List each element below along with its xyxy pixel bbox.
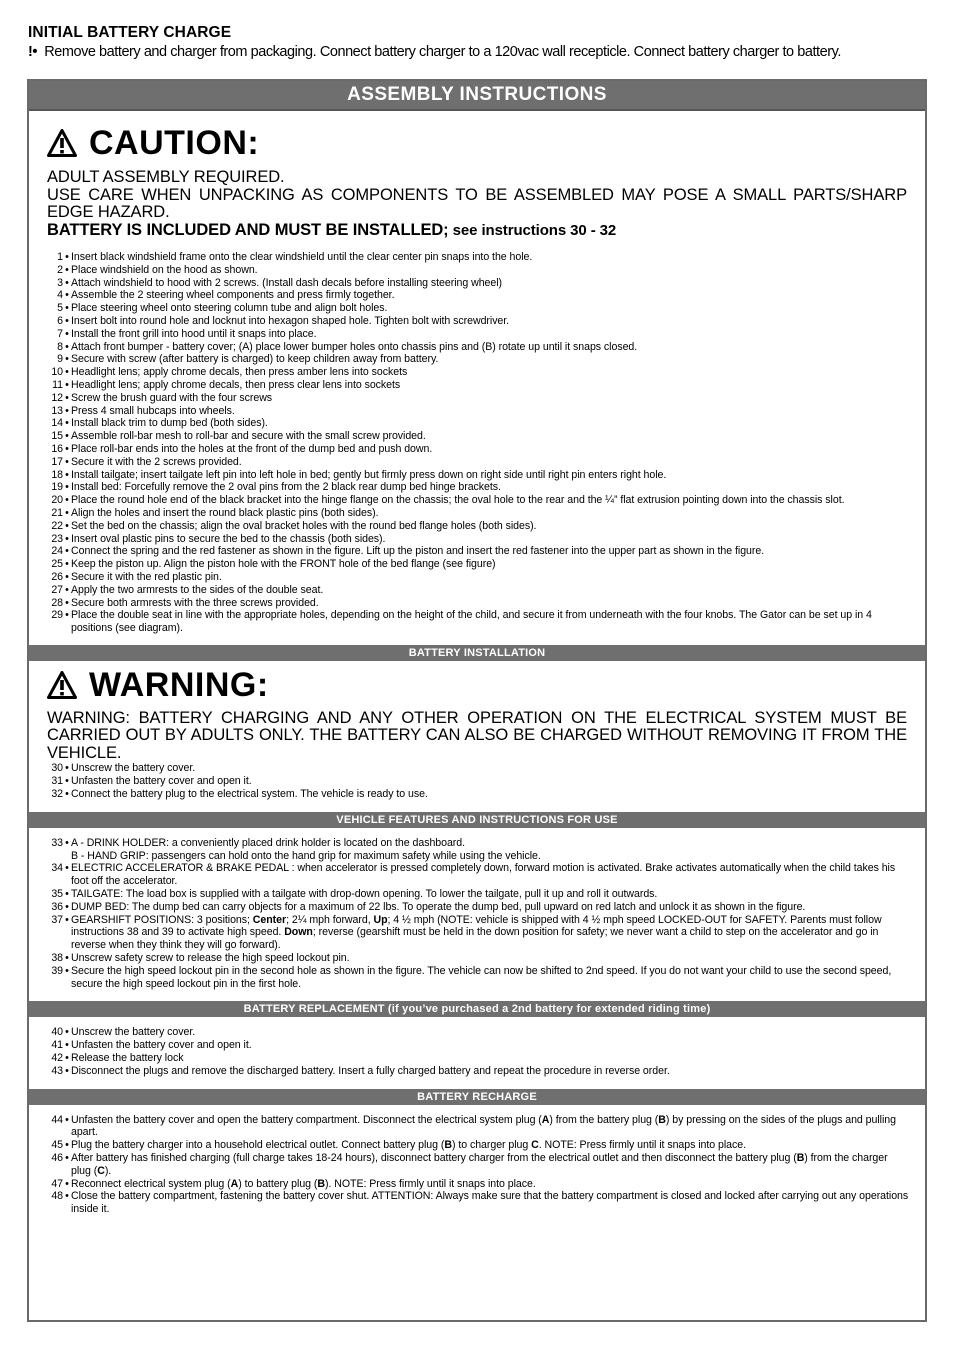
bullet-icon: • [65,494,69,507]
list-item [29,762,925,775]
list-item [29,366,925,379]
list-item [29,353,925,366]
battery-replacement-header [29,1001,925,1017]
step-text: Unscrew the battery cover. [71,762,196,775]
warning-triangle-icon [47,129,77,157]
step-number: 27 [51,583,63,596]
step-number: 21 [51,506,63,519]
step-text: Headlight lens; apply chrome decals, then press amber lens into sockets [71,366,408,379]
step-text: Apply the two armrests to the sides of the double seat. [71,583,324,596]
step-number: 30 [51,762,63,775]
adults-only-notice: WARNING: BATTERY CHARGING AND ANY OTHER OPERATION ON THE ELECTRICAL SYSTEM MUST BE CARRIED OUT BY ADULTS ONLY. THE BATTERY CAN ALSO BE CHARGED WITHOUT REMOVING IT FROM THE VEHICLE. [47,708,907,762]
list-item: 44 • Unfasten the battery cover and open the battery compartment. Disconnect the electrical system plug (A) from the battery plug (B) by pressing on the sides of the plugs and pulling apart. [51,1113,896,1139]
list-item [29,277,925,290]
caution-heading [47,125,907,161]
bullet-icon: • [65,276,69,289]
list-item [29,584,925,597]
step-text: Secure it with the 2 screws provided. [71,455,242,468]
step-number: 3 [57,276,63,289]
small-parts-notice: USE CARE WHEN UNPACKING AS COMPONENTS TO BE ASSEMBLED MAY POSE A SMALL PARTS/SHARP EDGE HAZARD. [47,185,907,221]
bullet-icon: • [65,609,69,622]
step-number: 12 [51,391,63,404]
step-number: 7 [57,327,63,340]
step-number: 17 [51,455,63,468]
list-item: 37 • GEARSHIFT POSITIONS: 3 positions; Center; 2¼ mph forward, Up; 4 ½ mph (NOTE: vehicle is shipped with 4 ½ mph speed LOCKED-OUT for SAFETY. Parents must follow instructions 38 and 39 to activate high speed. Down; reverse (gearshift must be held in the down position for safety; we never want a child to step on the accelerator and go in reverse when they think they will go forward). [29,914,925,952]
list-item [29,609,925,635]
list-item [29,533,925,546]
bullet-icon: • [65,788,69,800]
list-item [29,417,925,430]
lockout-pin-text: Secure the high speed lockout pin in the second hole as shown in the figure. The vehicle can now be shifted to 2nd speed. If you do not want your child to use the second speed, secure the high speed lockout pin in the first hole. [71,964,892,990]
bullet-icon: • [65,378,69,391]
bullet-icon: • [65,558,69,571]
bullet-icon: • [65,417,69,430]
list-item: 47 • Reconnect electrical system plug (A) to battery plug (B). NOTE: Press firmly until it snaps into place. [51,1177,536,1190]
list-item [29,264,925,277]
bullet-icon: • [65,506,69,519]
step-text: Attach windshield to hood with 2 screws. (Install dash decals before installing steering wheel) [71,276,503,289]
list-item: 48 • Close the battery compartment, fastening the battery cover shut. ATTENTION: Always make sure that the battery compartment is closed and locked after carrying out any operations inside it. [51,1190,909,1216]
step-number: 31 [51,775,63,788]
step-number: 43 [51,1064,63,1077]
initial-charge-body: Remove battery and charger from packaging. Connect battery charger to a 120vac wall recepticle. Connect battery charger to battery. [44,44,841,60]
list-item [29,315,925,328]
step-number: 8 [57,340,63,353]
step-text: Unfasten the battery cover and open it. [71,775,252,788]
step-text: Attach front bumper - battery cover; (A) place lower bumper holes onto chassis pins and (B) rotate up until it snaps closed. [71,340,638,353]
list-item [29,788,925,801]
list-item [29,469,925,482]
list-item: 35 • TAILGATE: The load box is supplied with a tailgate with drop-down opening. To lower the tailgate, pull it up and roll it outwards. [29,888,925,901]
list-item [29,392,925,405]
bullet-icon: • [65,762,69,775]
step-text: Release the battery lock [71,1051,184,1064]
dump-bed-text: DUMP BED: The dump bed can carry objects for a maximum of 22 lbs. To operate the dump bed, pull upward on red latch and unlock it as shown in the figure. [71,900,806,913]
step-number: 25 [51,558,63,571]
list-item [29,571,925,584]
step-number: 9 [57,353,63,366]
caution-block [29,111,925,239]
step-text: Set the bed on the chassis; align the oval bracket holes with the round bed flange holes (both sides). [71,519,537,532]
bullet-icon: • [65,545,69,558]
step-text: Assemble roll-bar mesh to roll-bar and secure with the small screw provided. [71,430,426,443]
step-text: Install bed: Forcefully remove the 2 oval pins from the 2 black rear dump bed hinge brackets. [71,481,501,494]
exclamation-bullet-icon: !• [28,44,38,60]
warning-word: WARNING: [89,665,269,704]
vehicle-features-steps [29,837,925,991]
bullet-icon: • [65,455,69,468]
step-number: 28 [51,596,63,609]
bullet-icon: • [65,1064,69,1077]
bullet-icon: • [65,327,69,340]
bullet-icon: • [65,302,69,315]
step-text: Unscrew the battery cover. [71,1026,196,1039]
bullet-icon: • [65,775,69,788]
step-text: Secure with screw (after battery is charged) to keep children away from battery. [71,353,439,366]
battery-recharge-header: BATTERY RECHARGE [29,1089,925,1105]
step-number: 40 [51,1026,63,1039]
bullet-icon: • [65,1026,69,1039]
initial-charge-text [28,43,928,61]
bullet-icon: • [65,353,69,366]
step-number: 19 [51,481,63,494]
list-item [29,1052,925,1065]
step-text: Keep the piston up. Align the piston hole with the FRONT hole of the bed flange (see figure) [71,558,496,571]
list-item: 38 • Unscrew safety screw to release the high speed lockout pin. [29,952,925,965]
step-number: 23 [51,532,63,545]
step-text: Assemble the 2 steering wheel components and press firmly together. [71,289,395,302]
list-item: 46 • After battery has finished charging (full charge takes 18-24 hours), disconnect battery charger from the electrical outlet and then disconnect the battery plug (B) from the charger plug (C). [51,1151,888,1177]
bullet-icon: • [65,481,69,494]
hand-grip-text: B - HAND GRIP: passengers can hold onto the hand grip for maximum safety while using the vehicle. [71,849,541,862]
battery-recharge-steps [29,1114,925,1216]
step-text: Connect the battery plug to the electrical system. The vehicle is ready to use. [71,788,428,800]
list-item [29,328,925,341]
list-item [29,545,925,558]
battery-included-text: BATTERY IS INCLUDED AND MUST BE INSTALLED; [47,220,449,239]
step-text: Connect the spring and the red fastener as shown in the figure. Lift up the piston and insert the red fastener into the upper part as shown in the figure. [71,545,765,558]
step-text: Screw the brush guard with the four screws [71,391,273,404]
step-number: 22 [51,519,63,532]
step-text: Place steering wheel onto steering column tube and align bolt holes. [71,302,388,315]
step-text: Secure both armrests with the three screws provided. [71,596,319,609]
step-number: 10 [51,366,63,379]
instructions-frame [27,79,927,1322]
step-text: Headlight lens; apply chrome decals, then press clear lens into sockets [71,378,401,391]
bullet-icon: • [65,532,69,545]
list-item: 39 • Secure the high speed lockout pin in the second hole as shown in the figure. The vehicle can now be shifted to 2nd speed. If you do not want your child to use the second speed, secure the high speed lockout pin in the first hole. [29,965,925,991]
safety-screw-text: Unscrew safety screw to release the high speed lockout pin. [71,951,350,964]
step-number: 24 [51,545,63,558]
list-item [29,1026,925,1039]
list-item [29,302,925,315]
warning-block [29,661,925,763]
step-text: Insert oval plastic pins to secure the bed to the chassis (both sides). [71,532,386,545]
battery-installation-header: BATTERY INSTALLATION [29,645,925,661]
list-item [29,494,925,507]
step-text: Align the holes and insert the round black plastic pins (both sides). [71,506,379,519]
step-text: Disconnect the plugs and remove the discharged battery. Insert a fully charged battery and repeat the procedure in reverse order. [71,1064,670,1077]
list-item [29,507,925,520]
list-item [29,341,925,354]
vehicle-features-header: VEHICLE FEATURES AND INSTRUCTIONS FOR USE [29,812,925,828]
list-item [29,289,925,302]
step-number: 18 [51,468,63,481]
step-number: 15 [51,430,63,443]
step-text: Place the round hole end of the black bracket into the hinge flange on the chassis; the oval hole to the rear and the ¼” flat extrusion pointing down into the chassis slot. [71,494,845,507]
list-item [29,558,925,571]
list-item [29,597,925,610]
list-item [29,481,925,494]
drink-holder-text: A - DRINK HOLDER: a conveniently placed drink holder is located on the dashboard. [71,836,466,849]
bullet-icon: • [65,519,69,532]
bullet-icon: • [65,263,69,276]
step-text: Place the double seat in line with the appropriate holes, depending on the height of the child, and secure it from underneath with the four knobs. The Gator can be set up in 4 positions (see diagram). [71,609,872,635]
step-number: 16 [51,442,63,455]
step-text: Secure it with the red plastic pin. [71,570,222,583]
step-number: 2 [57,263,63,276]
accelerator-text: ELECTRIC ACCELERATOR & BRAKE PEDAL : when accelerator is pressed completely down, forward motion is activated. Brake activates automatically when the child takes his foot off the accelerator. [71,862,896,888]
step-number: 11 [52,378,63,391]
gearshift-text: GEARSHIFT POSITIONS: 3 positions; Center; 2¼ mph forward, Up; 4 ½ mph (NOTE: vehicle is shipped with 4 ½ mph speed LOCKED-OUT for SAFETY. Parents must follow instructions 38 and 39 to activate high speed. Down; reverse (gearshift must be held in the down position for safety; we never want a child to step on the accelerator and go in reverse when they think they will go forward). [71,913,882,952]
list-item [29,443,925,456]
list-item: 36 • DUMP BED: The dump bed can carry objects for a maximum of 22 lbs. To operate the dump bed, pull upward on red latch and unlock it as shown in the figure. [29,901,925,914]
battery-replacement-note: (if you’ve purchased a 2nd battery for extended riding time) [384,1003,711,1016]
battery-replacement-steps [29,1026,925,1077]
warning-heading [47,667,907,703]
initial-charge-section [28,24,928,61]
step-text: Press 4 small hubcaps into wheels. [71,404,235,417]
assembly-steps-list [29,251,925,635]
assembly-header: ASSEMBLY INSTRUCTIONS [29,81,925,111]
see-instructions-text: see instructions 30 - 32 [448,221,617,239]
step-number: 32 [51,788,63,800]
step-text: Unfasten the battery cover and open it. [71,1039,252,1052]
step-text: Install black trim to dump bed (both sides). [71,417,268,430]
list-item [29,520,925,533]
bullet-icon: • [65,468,69,481]
bullet-icon: • [65,289,69,302]
bullet-icon: • [65,391,69,404]
list-item [29,1039,925,1052]
list-item [29,379,925,392]
step-number: 13 [51,404,63,417]
list-item [29,850,925,863]
bullet-icon: • [65,583,69,596]
step-number: 5 [57,302,63,315]
step-number: 41 [51,1039,63,1052]
step-number: 1 [57,251,63,263]
bullet-icon: • [65,340,69,353]
step-text: Install the front grill into hood until it snaps into place. [71,327,317,340]
list-item [29,251,925,264]
step-number: 26 [51,570,63,583]
list-item [29,456,925,469]
bullet-icon: • [65,251,69,263]
step-number: 29 [51,609,63,622]
bullet-icon: • [65,1051,69,1064]
battery-replacement-title: BATTERY REPLACEMENT [243,1003,385,1016]
step-text: Place windshield on the hood as shown. [71,263,258,276]
caution-word: CAUTION: [89,124,260,162]
list-item: 34 • ELECTRIC ACCELERATOR & BRAKE PEDAL : when accelerator is pressed completely down, forward motion is activated. Brake activates automatically when the child takes his foot off the accelerator. [29,862,925,888]
step-number: 20 [51,494,63,507]
step-number: 4 [57,289,63,302]
bullet-icon: • [65,570,69,583]
tailgate-text: TAILGATE: The load box is supplied with a tailgate with drop-down opening. To lower the tailgate, pull it up and roll it outwards. [71,887,658,900]
list-item [29,1065,925,1078]
bullet-icon: • [65,596,69,609]
list-item [29,775,925,788]
bullet-icon: • [65,1039,69,1052]
list-item: 33 • A - DRINK HOLDER: a conveniently placed drink holder is located on the dashboard. [29,837,925,850]
list-item [29,405,925,418]
step-number: 14 [51,417,63,430]
bullet-icon: • [65,366,69,379]
initial-charge-title: INITIAL BATTERY CHARGE [28,24,232,41]
adult-assembly-notice: ADULT ASSEMBLY REQUIRED. [47,168,285,186]
list-item: 45 • Plug the battery charger into a household electrical outlet. Connect battery plug (B) to charger plug C. NOTE: Press firmly until it snaps into place. [51,1139,746,1152]
bullet-icon: • [65,442,69,455]
bullet-icon: • [65,314,69,327]
battery-included-notice [47,222,907,240]
step-number: 42 [51,1051,63,1064]
step-number: 6 [57,314,63,327]
list-item [29,430,925,443]
bullet-icon: • [65,404,69,417]
step-text: Place roll-bar ends into the holes at the front of the dump bed and push down. [71,442,433,455]
battery-installation-steps [29,762,925,800]
bullet-icon: • [65,430,69,443]
step-text: Insert black windshield frame onto the clear windshield until the clear center pin snaps into the hole. [71,251,533,263]
warning-triangle-icon [47,671,77,699]
step-text: Insert bolt into round hole and locknut into hexagon shaped hole. Tighten bolt with screwdriver. [71,314,510,327]
step-text: Install tailgate; insert tailgate left pin into left hole in bed; gently but firmly press down on right side until right pin enters right hole. [71,468,667,481]
